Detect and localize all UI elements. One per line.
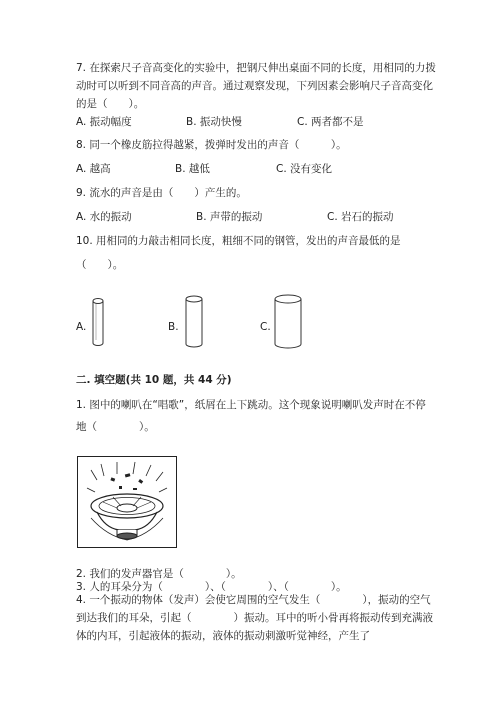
- q7-stem-line2: 动时可以听到不同音高的声音。通过观察发现，下列因素会影响尺子音高变化: [76, 80, 433, 92]
- q10-option-a[interactable]: A.: [76, 321, 87, 333]
- q7-stem-line1: 7. 在探索尺子音高变化的实验中，把钢尺伸出桌面不同的长度，用相同的力拨: [76, 62, 436, 74]
- q8-option-b[interactable]: B. 越低: [175, 163, 210, 175]
- medium-pipe-icon: [181, 294, 207, 350]
- q10-option-b[interactable]: B.: [168, 321, 179, 333]
- q8-option-c[interactable]: C. 没有变化: [276, 163, 333, 175]
- speaker-illustration: [77, 456, 177, 548]
- f1-stem-line2: 地（ ）。: [76, 421, 155, 433]
- q8-option-a[interactable]: A. 越高: [76, 163, 111, 175]
- q7-option-b[interactable]: B. 振动快慢: [186, 116, 242, 128]
- q7-option-a[interactable]: A. 振动幅度: [76, 116, 132, 128]
- q7-option-c[interactable]: C. 两者都不是: [297, 116, 364, 128]
- q9-stem: 9. 流水的声音是由（ ）产生的。: [76, 187, 247, 199]
- q10-stem-line1: 10. 用相同的力敲击相同长度，粗细不同的钢管，发出的声音最低的是: [76, 235, 401, 247]
- q9-option-a[interactable]: A. 水的振动: [76, 211, 132, 223]
- q7-stem-line3: 的是（ ）。: [76, 98, 145, 110]
- q8-stem: 8. 同一个橡皮筋拉得越紧，拨弹时发出的声音（ ）。: [76, 139, 347, 151]
- q10-stem-line2: （ ）。: [76, 259, 124, 271]
- f1-stem-line1: 1. 图中的喇叭在“唱歌”，纸屑在上下跳动。这个现象说明喇叭发声时在不停: [76, 399, 426, 411]
- thin-pipe-icon: [88, 296, 108, 350]
- q9-option-c[interactable]: C. 岩石的振动: [327, 211, 394, 223]
- f4-stem-line1: 4. 一个振动的物体（发声）会使它周围的空气发生（ ），振动的空气: [76, 594, 431, 606]
- thick-pipe-icon: [271, 293, 305, 351]
- f2-stem: 2. 我们的发声器官是（ ）。: [76, 568, 242, 580]
- q9-option-b[interactable]: B. 声带的振动: [196, 211, 263, 223]
- q10-option-c[interactable]: C.: [260, 321, 271, 333]
- f4-stem-line2: 到达我们的耳朵，引起（ ）振动。耳中的听小骨再将振动传到充满液: [76, 612, 433, 624]
- section-heading: 二. 填空题(共 10 题，共 44 分): [76, 374, 232, 386]
- f4-stem-line3: 体的内耳，引起液体的振动，液体的振动刺激听觉神经，产生了: [76, 630, 370, 642]
- f3-stem: 3. 人的耳朵分为（ ）、（ ）、（ ）。: [76, 581, 347, 593]
